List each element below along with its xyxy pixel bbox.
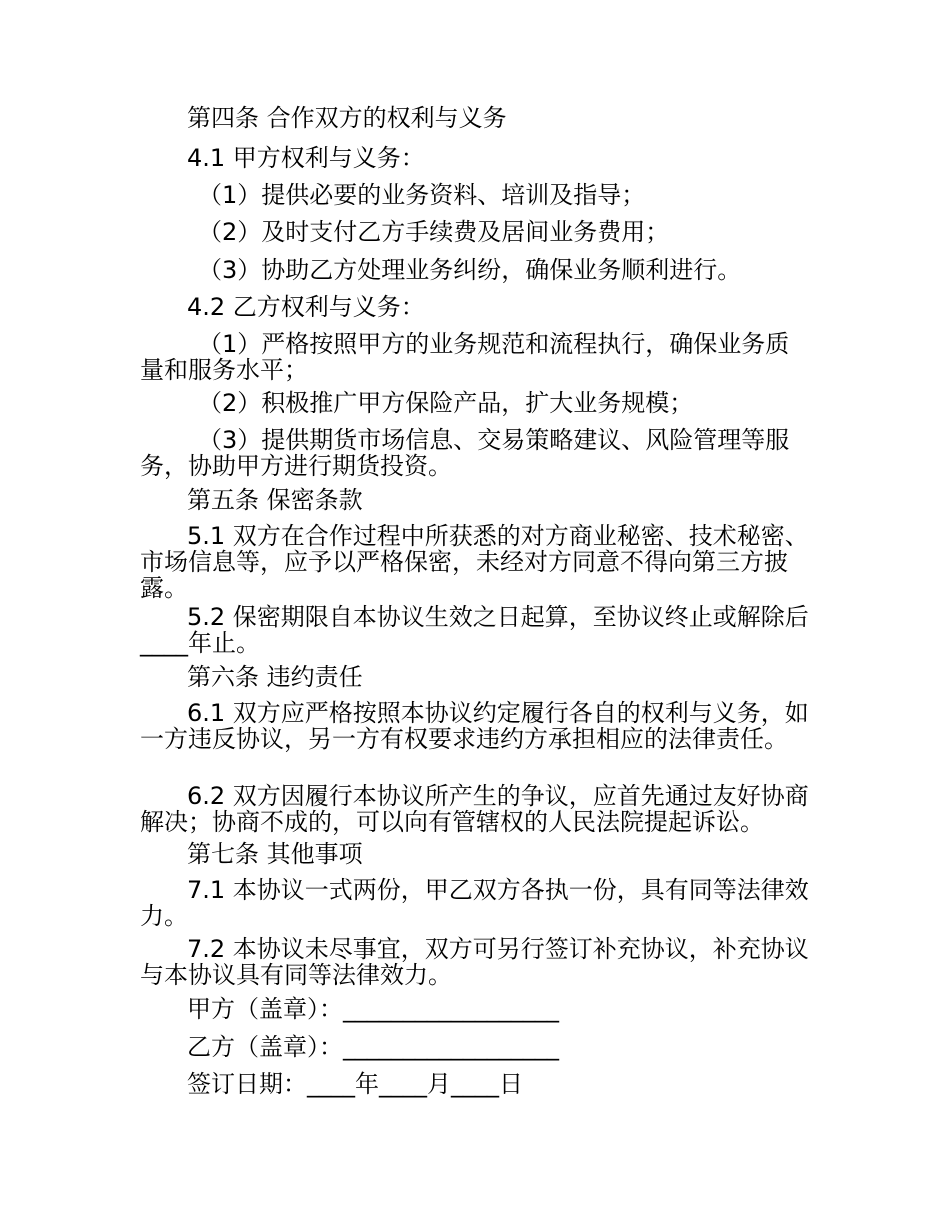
article4-heading: 第四条 合作双方的权利与义务	[187, 104, 507, 132]
clause-7-2: 7.2 本协议未尽事宜，双方可另行签订补充协议，补充协议与本协议具有同等法律效力。	[140, 935, 809, 989]
section-4-1-item-2: （2）及时支付乙方手续费及居间业务费用；	[198, 218, 670, 246]
section-4-1-title: 4.1 甲方权利与义务：	[187, 144, 425, 172]
party-b-signature: 乙方（盖章）：__________________	[187, 1033, 559, 1061]
section-4-2-item-2: （2）积极推广甲方保险产品，扩大业务规模；	[198, 389, 694, 417]
section-4-2-title: 4.2 乙方权利与义务：	[187, 293, 425, 321]
article5-heading: 第五条 保密条款	[187, 486, 363, 514]
section-4-1-item-3: （3）协助乙方处理业务纠纷，确保业务顺利进行。	[198, 256, 742, 284]
clause-6-2: 6.2 双方因履行本协议所产生的争议，应首先通过友好协商解决；协商不成的，可以向有管辖权的人民法院提起诉讼。	[140, 782, 809, 836]
section-4-1-item-1: （1）提供必要的业务资料、培训及指导；	[198, 181, 646, 209]
clause-5-2: 5.2 保密期限自本协议生效之日起算，至协议终止或解除后____年止。	[140, 603, 809, 657]
article7-heading: 第七条 其他事项	[187, 840, 363, 868]
clause-7-1: 7.1 本协议一式两份，甲乙双方各执一份，具有同等法律效力。	[140, 876, 809, 930]
section-4-2-item-3: （3）提供期货市场信息、交易策略建议、风险管理等服务，协助甲方进行期货投资。	[140, 426, 790, 480]
section-4-2-item-1: （1）严格按照甲方的业务规范和流程执行，确保业务质量和服务水平；	[140, 330, 790, 384]
signing-date: 签订日期：____年____月____日	[187, 1070, 523, 1098]
clause-6-1: 6.1 双方应严格按照本协议约定履行各自的权利与义务，如一方违反协议，另一方有权要求违约方承担相应的法律责任。	[140, 699, 809, 753]
party-a-signature: 甲方（盖章）：__________________	[187, 995, 559, 1023]
article6-heading: 第六条 违约责任	[187, 663, 363, 691]
clause-5-1: 5.1 双方在合作过程中所获悉的对方商业秘密、技术秘密、市场信息等，应予以严格保密，未经对方同意不得向第三方披露。	[140, 522, 809, 602]
